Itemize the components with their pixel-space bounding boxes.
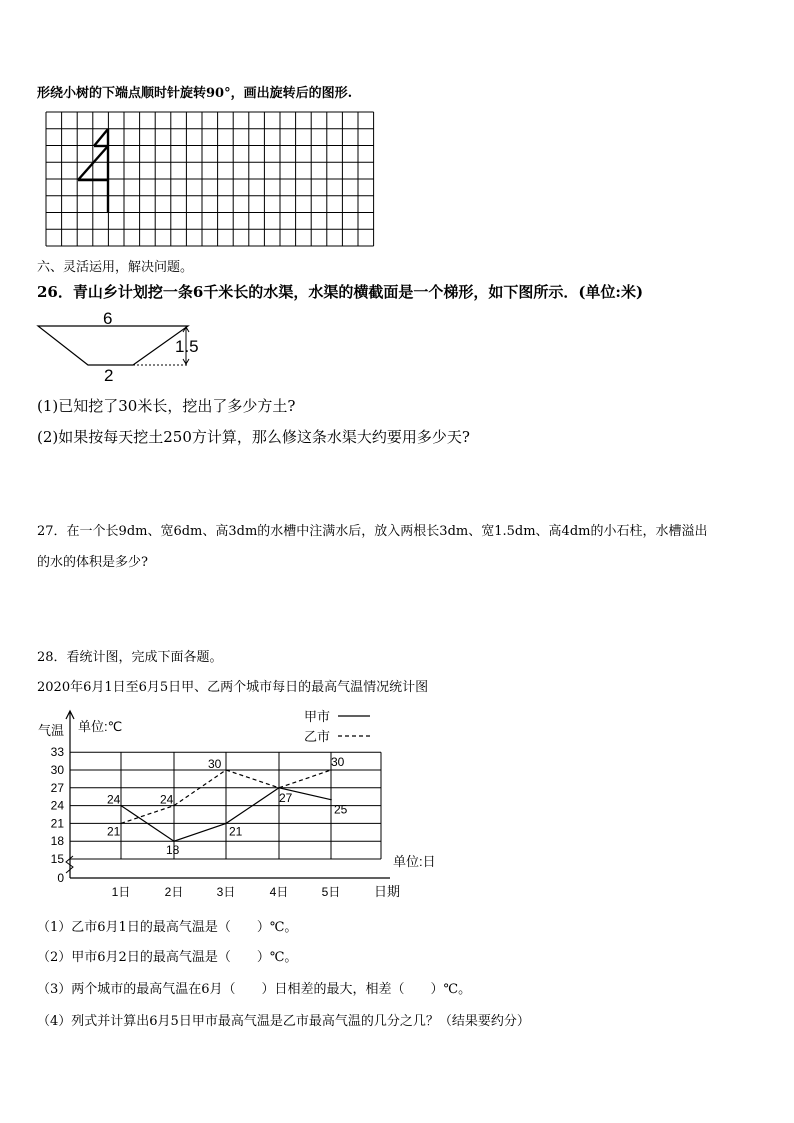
section-six-heading: 六、灵活运用，解决问题。 [37, 260, 194, 275]
y-axis-title: 气温 [38, 723, 65, 738]
y-axis-unit: 单位:℃ [78, 719, 123, 734]
y-tick-label: 0 [57, 871, 64, 885]
legend-series-1-label: 甲市 [304, 709, 331, 724]
x-tick-label: 1日 [111, 885, 131, 899]
data-label: 21 [229, 824, 243, 839]
y-tick-label: 21 [50, 816, 64, 831]
q27-line2: 的水的体积是多少? [37, 555, 148, 570]
q28-sub3: （3）两个城市的最高气温在6月（ ）日相差的最大，相差（ ）℃。 [37, 982, 472, 997]
data-label: 21 [107, 824, 121, 839]
data-label: 30 [208, 757, 222, 771]
series-1-point [173, 840, 175, 842]
y-tick-label: 18 [50, 834, 64, 849]
series-1-point [330, 799, 332, 801]
series-1-point [225, 823, 227, 825]
data-label: 30 [331, 755, 345, 769]
data-label: 24 [107, 792, 121, 807]
series-2-point [120, 823, 122, 825]
y-tick-label: 27 [50, 780, 64, 795]
q26-sub2: (2)如果按每天挖土250方计算，那么修这条水渠大约要用多少天? [37, 428, 470, 446]
series-1-point [120, 805, 122, 807]
x-axis-title: 日期 [374, 884, 401, 899]
x-tick-label: 2日 [164, 885, 184, 899]
trapezoid-bottom-label: 2 [104, 366, 114, 385]
series-2-point [225, 769, 227, 771]
x-tick-label: 3日 [216, 885, 236, 899]
q27-line1: 27．在一个长9dm、宽6dm、高3dm的水槽中注满水后，放入两根长3dm、宽1.5dm、高4dm的小石柱，水槽溢出 [37, 524, 708, 539]
q28-stem: 28．看统计图，完成下面各题。 [37, 650, 223, 665]
q26-stem: 26．青山乡计划挖一条6千米长的水渠，水渠的横截面是一个梯形，如下图所示．(单位:米) [37, 283, 644, 301]
legend-series-2-label: 乙市 [304, 729, 331, 744]
q26-sub1: (1)已知挖了30米长，挖出了多少方土? [37, 397, 296, 415]
trapezoid-top-label: 6 [103, 309, 113, 328]
data-label: 24 [160, 792, 174, 807]
x-tick-label: 4日 [269, 885, 289, 899]
series-2-point [173, 805, 175, 807]
trapezoid-height-label: 1.5 [175, 337, 199, 356]
y-tick-label: 24 [50, 798, 64, 813]
series-2-point [330, 769, 332, 771]
x-tick-label: 5日 [321, 885, 341, 899]
chart-title: 2020年6月1日至6月5日甲、乙两个城市每日的最高气温情况统计图 [37, 680, 429, 695]
q28-sub4: （4）列式并计算出6月5日甲市最高气温是乙市最高气温的几分之几？（结果要约分） [37, 1014, 530, 1029]
q28-sub1: （1）乙市6月1日的最高气温是（ ）℃。 [37, 920, 298, 935]
data-label: 25 [334, 802, 348, 817]
y-tick-label: 30 [50, 763, 64, 777]
y-tick-label: 15 [50, 852, 64, 866]
data-label: 27 [279, 790, 293, 805]
q28-sub2: （2）甲市6月2日的最高气温是（ ）℃。 [37, 950, 298, 965]
rotate-instruction: 形绕小树的下端点顺时针旋转90°，画出旋转后的图形. [37, 86, 353, 101]
y-tick-label: 33 [50, 745, 64, 760]
series-2-point [278, 787, 280, 789]
x-axis-unit: 单位:日 [393, 854, 436, 869]
data-label: 18 [166, 843, 180, 858]
